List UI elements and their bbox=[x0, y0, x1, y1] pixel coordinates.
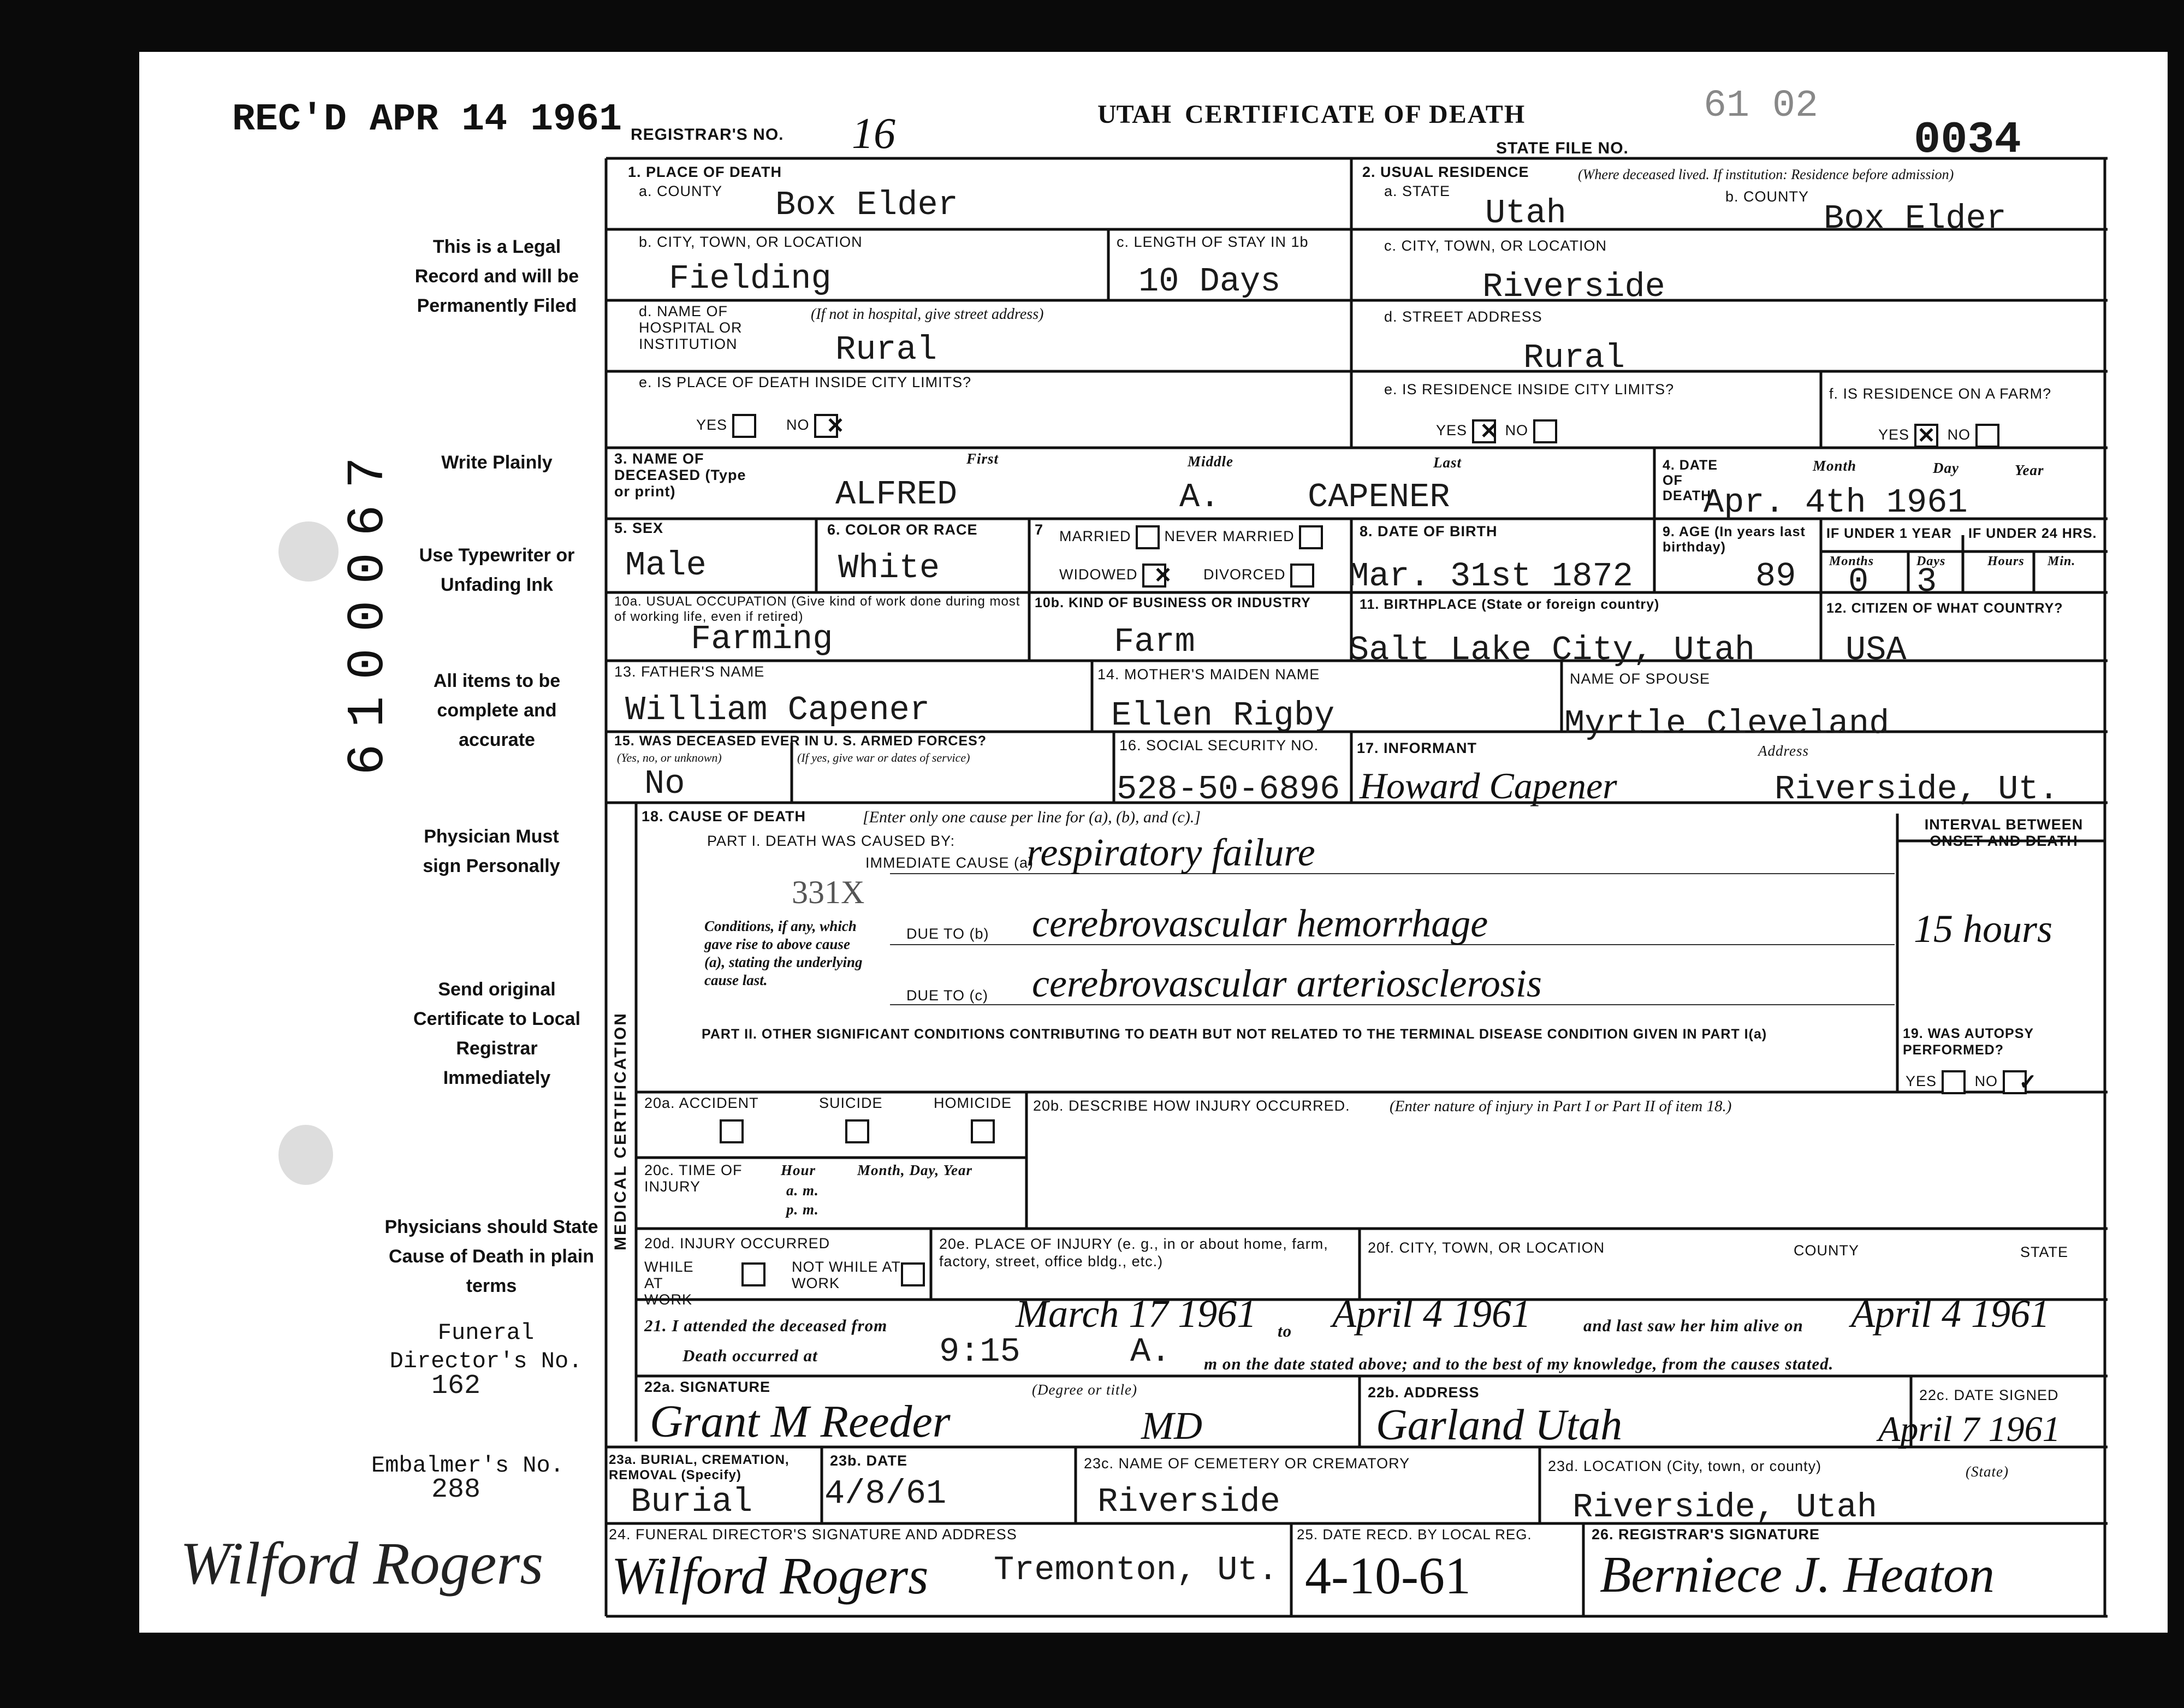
death-inside-no-check-mark: ✕ bbox=[826, 414, 845, 438]
informant-label: 17. INFORMANT bbox=[1357, 740, 1477, 756]
injury-how-label: 20b. DESCRIBE HOW INJURY OCCURRED. bbox=[1033, 1098, 1350, 1114]
yes-label: YES bbox=[1878, 426, 1910, 443]
month-day-year-label: Month, Day, Year bbox=[857, 1162, 973, 1178]
physicians-state-note: Physicians should State Cause of Death in plain terms bbox=[384, 1217, 598, 1296]
citizen-label: 12. CITIZEN OF WHAT COUNTRY? bbox=[1826, 601, 2063, 616]
marital-label: 7 bbox=[1035, 521, 1044, 538]
time-of-injury-label: 20c. TIME OF INJURY bbox=[644, 1162, 743, 1195]
age-label: 9. AGE (In years last birthday) bbox=[1663, 524, 1806, 555]
burial-state-label: (State) bbox=[1966, 1463, 2009, 1480]
residence-county: Box Elder bbox=[1824, 199, 2007, 238]
farm-no-checkbox[interactable] bbox=[1975, 424, 1999, 448]
items-complete-note: All items to be complete and accurate bbox=[433, 671, 561, 750]
state-file-label: STATE FILE NO. bbox=[1496, 139, 1629, 157]
length-of-stay: 10 Days bbox=[1138, 262, 1281, 301]
social-security-number: 528-50-6896 bbox=[1117, 770, 1340, 809]
residence-county-label: b. COUNTY bbox=[1725, 188, 1809, 205]
pm-label: p. m. bbox=[786, 1201, 819, 1218]
father-label: 13. FATHER'S NAME bbox=[614, 663, 765, 680]
death-occurred-rest: m on the date stated above; and to the best of my knowledge, from the causes stated. bbox=[1204, 1354, 1834, 1373]
due-to-c-label: DUE TO (c) bbox=[906, 987, 989, 1004]
inside-limits-label: e. IS PLACE OF DEATH INSIDE CITY LIMITS? bbox=[639, 374, 972, 390]
embalmer-signature: Wilford Rogers bbox=[180, 1530, 544, 1597]
date-signed-label: 22c. DATE SIGNED bbox=[1919, 1387, 2059, 1403]
married-label: MARRIED bbox=[1059, 528, 1131, 545]
due-to-b-label: DUE TO (b) bbox=[906, 926, 989, 942]
months-label: Months bbox=[1829, 554, 1874, 568]
no-label: NO bbox=[786, 417, 810, 434]
received-stamp: REC'D APR 14 1961 bbox=[232, 98, 622, 141]
cause-note: [Enter only one cause per line for (a), (b), and (c).] bbox=[863, 808, 1201, 826]
business: Farm bbox=[1114, 622, 1195, 661]
date-of-birth: Mar. 31st 1872 bbox=[1349, 557, 1633, 596]
residence-city-label: c. CITY, TOWN, OR LOCATION bbox=[1384, 238, 1607, 254]
state-label: a. STATE bbox=[1384, 183, 1451, 199]
autopsy-label: 19. WAS AUTOPSY PERFORMED? bbox=[1903, 1026, 2034, 1058]
injury-state-label: STATE bbox=[2020, 1244, 2069, 1260]
mother-name: Ellen Rigby bbox=[1111, 696, 1335, 735]
month-label: Month bbox=[1813, 458, 1857, 474]
attended-to: April 4 1961 bbox=[1332, 1292, 1532, 1336]
funeral-director-label: Funeral Director's No. bbox=[389, 1320, 583, 1374]
spouse-name: Myrtle Cleveland bbox=[1564, 704, 1890, 743]
not-while-at-work-label: NOT WHILE AT WORK bbox=[792, 1259, 901, 1291]
physician-degree: MD bbox=[1141, 1404, 1202, 1448]
cause-c: cerebrovascular arteriosclerosis bbox=[1032, 962, 1542, 1005]
residence-note: (Where deceased lived. If institution: Residence before admission) bbox=[1578, 167, 1954, 182]
married-checkbox[interactable] bbox=[1136, 525, 1160, 549]
legal-record-note: This is a Legal Record and will be Permanently Filed bbox=[414, 236, 579, 316]
business-label: 10b. KIND OF BUSINESS OR INDUSTRY bbox=[1035, 595, 1311, 610]
last-saw-date: April 4 1961 bbox=[1851, 1292, 2050, 1336]
embalmer-no: 288 bbox=[431, 1474, 481, 1505]
middle-name: A. bbox=[1179, 478, 1220, 517]
age: 89 bbox=[1755, 557, 1796, 596]
place-of-injury-label: 20e. PLACE OF INJURY (e. g., in or about home, farm, factory, street, office bldg., etc.) bbox=[939, 1236, 1328, 1270]
residence-street: Rural bbox=[1523, 339, 1625, 377]
burial-date: 4/8/61 bbox=[824, 1474, 947, 1513]
part-1-label: PART I. DEATH WAS CAUSED BY: bbox=[707, 833, 956, 849]
date-of-death: Apr. 4th 1961 bbox=[1704, 483, 1968, 522]
physician-signature: Grant M Reeder bbox=[650, 1396, 951, 1447]
race: White bbox=[838, 549, 940, 588]
no-label: NO bbox=[1505, 422, 1529, 439]
age-days: 3 bbox=[1916, 562, 1937, 601]
immediate-cause: respiratory failure bbox=[1026, 831, 1315, 874]
burial-location-label: 23d. LOCATION (City, town, or county) bbox=[1548, 1458, 1822, 1474]
while-at-work-checkbox[interactable] bbox=[741, 1262, 765, 1286]
death-county: Box Elder bbox=[775, 186, 958, 224]
time-of-death: 9:15 bbox=[939, 1332, 1020, 1371]
autopsy-no-check-mark: ✓ bbox=[2019, 1070, 2037, 1094]
registrar-no: 16 bbox=[852, 110, 895, 158]
send-original-note: Send original Certificate to Local Registrar Immediately bbox=[413, 979, 581, 1088]
sex: Male bbox=[625, 546, 707, 585]
mother-label: 14. MOTHER'S MAIDEN NAME bbox=[1097, 666, 1320, 683]
armed-forces-label: 15. WAS DECEASED EVER IN U. S. ARMED FORCES? bbox=[614, 733, 987, 749]
injury-occurred-label: 20d. INJURY OCCURRED bbox=[644, 1235, 830, 1252]
armed-sub-label: (Yes, no, or unknown) bbox=[617, 751, 722, 764]
injury-city-label: 20f. CITY, TOWN, OR LOCATION bbox=[1368, 1240, 1605, 1256]
yes-label: YES bbox=[1906, 1073, 1937, 1090]
widowed-label: WIDOWED bbox=[1059, 566, 1138, 583]
residence-city: Riverside bbox=[1482, 268, 1665, 306]
death-occurred-label: Death occurred at bbox=[682, 1346, 818, 1365]
to-label: to bbox=[1278, 1321, 1292, 1341]
date-received: 4-10-61 bbox=[1305, 1546, 1471, 1605]
father-name: William Capener bbox=[625, 691, 930, 730]
residence-inside-label: e. IS RESIDENCE INSIDE CITY LIMITS? bbox=[1384, 381, 1675, 398]
suicide-label: SUICIDE bbox=[819, 1095, 883, 1111]
stay-label: c. LENGTH OF STAY IN 1b bbox=[1117, 234, 1309, 250]
vertical-number: 6100067 bbox=[339, 440, 398, 775]
injury-how-note: (Enter nature of injury in Part I or Part II of item 18.) bbox=[1390, 1098, 1732, 1115]
no-label: NO bbox=[1974, 1073, 1998, 1090]
middle-label: Middle bbox=[1188, 453, 1233, 470]
informant-address: Riverside, Ut. bbox=[1775, 770, 2059, 809]
registrar-signature-label: 26. REGISTRAR'S SIGNATURE bbox=[1592, 1526, 1820, 1543]
cemetery: Riverside bbox=[1097, 1482, 1280, 1521]
not-while-at-work-checkbox[interactable] bbox=[901, 1262, 925, 1286]
date-signed: April 7 1961 bbox=[1878, 1409, 2061, 1449]
min-label: Min. bbox=[2048, 554, 2076, 568]
funeral-director-no: 162 bbox=[431, 1371, 481, 1402]
birthplace: Salt Lake City, Utah bbox=[1349, 631, 1755, 669]
date-recd-label: 25. DATE RECD. BY LOCAL REG. bbox=[1297, 1526, 1532, 1543]
while-at-work-label: WHILE AT WORK bbox=[644, 1259, 694, 1308]
hospital: Rural bbox=[835, 330, 937, 369]
farm-yes-check-mark: ✕ bbox=[1917, 424, 1936, 448]
divorced-checkbox[interactable] bbox=[1290, 564, 1314, 588]
accident-checkbox[interactable] bbox=[720, 1119, 744, 1143]
immediate-cause-label: IMMEDIATE CAUSE (a) bbox=[865, 855, 1034, 871]
armed-forces: No bbox=[644, 764, 685, 803]
interval-label: INTERVAL BETWEEN ONSET AND DEATH bbox=[1924, 816, 2084, 849]
certificate-title: CERTIFICATE OF DEATH bbox=[1185, 100, 1526, 129]
hospital-note: (If not in hospital, give street address) bbox=[811, 306, 1044, 323]
title-state: UTAH bbox=[1097, 100, 1172, 129]
funeral-director-address: Tremonton, Ut. bbox=[994, 1551, 1278, 1590]
physician-sign-note: Physician Must sign Personally bbox=[423, 826, 560, 876]
last-name: CAPENER bbox=[1308, 478, 1450, 517]
street-label: d. STREET ADDRESS bbox=[1384, 309, 1542, 325]
death-inside-yes-checkbox[interactable] bbox=[732, 414, 756, 438]
homicide-label: HOMICIDE bbox=[934, 1095, 1012, 1111]
widowed-check-mark: ✕ bbox=[1154, 564, 1172, 588]
under-24-hrs-label: IF UNDER 24 HRS. bbox=[1968, 526, 2097, 541]
city-label: b. CITY, TOWN, OR LOCATION bbox=[639, 234, 863, 250]
hours-label: Hours bbox=[1987, 554, 2025, 568]
funeral-director-signature: Wilford Rogers bbox=[612, 1546, 929, 1605]
first-label: First bbox=[966, 450, 999, 467]
signature-label: 22a. SIGNATURE bbox=[644, 1379, 771, 1395]
year-label: Year bbox=[2015, 462, 2044, 478]
race-label: 6. COLOR OR RACE bbox=[827, 521, 978, 538]
accident-label: 20a. ACCIDENT bbox=[644, 1095, 759, 1111]
yes-label: YES bbox=[1436, 422, 1468, 439]
suicide-checkbox[interactable] bbox=[845, 1119, 869, 1143]
under-1-year-label: IF UNDER 1 YEAR bbox=[1826, 526, 1952, 541]
write-plainly-note: Write Plainly bbox=[441, 452, 553, 473]
place-of-death-label: 1. PLACE OF DEATH bbox=[628, 164, 782, 180]
spouse-label: NAME OF SPOUSE bbox=[1570, 671, 1711, 687]
never-married-label: NEVER MARRIED bbox=[1164, 528, 1295, 545]
residence-inside-no-checkbox[interactable] bbox=[1533, 419, 1557, 443]
hospital-label: d. NAME OF HOSPITAL OR INSTITUTION bbox=[639, 303, 743, 352]
last-saw-label: and last saw her him alive on bbox=[1583, 1316, 1803, 1335]
physician-address: Garland Utah bbox=[1376, 1401, 1623, 1449]
armed-service-sub-label: (If yes, give war or dates of service) bbox=[797, 751, 970, 764]
state-file-prefix: 61 02 bbox=[1704, 85, 1819, 128]
time-am-pm: A. bbox=[1130, 1332, 1171, 1371]
occupation: Farming bbox=[691, 620, 833, 659]
age-months: 0 bbox=[1848, 562, 1869, 601]
usual-residence-label: 2. USUAL RESIDENCE bbox=[1362, 164, 1529, 180]
burial-label: 23a. BURIAL, CREMATION, REMOVAL (Specify) bbox=[609, 1452, 790, 1482]
cause-of-death-label: 18. CAUSE OF DEATH bbox=[642, 808, 806, 825]
typewriter-note: Use Typewriter or Unfading Ink bbox=[419, 545, 575, 595]
yes-label: YES bbox=[696, 417, 728, 434]
residence-state: Utah bbox=[1485, 194, 1566, 233]
never-married-checkbox[interactable] bbox=[1299, 525, 1323, 549]
no-label: NO bbox=[1947, 426, 1971, 443]
divorced-label: DIVORCED bbox=[1203, 566, 1286, 583]
attended-label: 21. I attended the deceased from bbox=[644, 1316, 888, 1335]
county-label: a. COUNTY bbox=[639, 183, 723, 199]
informant-address-label: Address bbox=[1758, 743, 1809, 759]
homicide-checkbox[interactable] bbox=[971, 1119, 995, 1143]
burial-date-label: 23b. DATE bbox=[830, 1452, 908, 1469]
ssn-label: 16. SOCIAL SECURITY NO. bbox=[1119, 737, 1319, 754]
informant-signature: Howard Capener bbox=[1360, 765, 1617, 806]
autopsy-yes-checkbox[interactable] bbox=[1942, 1070, 1966, 1094]
physician-address-label: 22b. ADDRESS bbox=[1368, 1384, 1480, 1401]
cause-code: 331X bbox=[792, 874, 865, 910]
state-file-number: 0034 bbox=[1914, 115, 2021, 165]
medical-certification-side-label: MEDICAL CERTIFICATION bbox=[612, 1012, 630, 1250]
part-2-label: PART II. OTHER SIGNIFICANT CONDITIONS CONTRIBUTING TO DEATH BUT NOT RELATED TO THE TERMINAL DISEASE CONDITION GIVEN IN PART I(a) bbox=[702, 1027, 1767, 1042]
occupation-label: 10a. USUAL OCCUPATION (Give kind of work done during most of working life, even if retired) bbox=[614, 594, 1020, 624]
burial-location: Riverside, Utah bbox=[1572, 1488, 1878, 1527]
am-label: a. m. bbox=[786, 1182, 819, 1199]
farm-label: f. IS RESIDENCE ON A FARM? bbox=[1829, 386, 2052, 402]
hour-label: Hour bbox=[781, 1162, 816, 1178]
degree-label: (Degree or title) bbox=[1032, 1381, 1137, 1398]
days-label: Days bbox=[1916, 554, 1946, 568]
burial-type: Burial bbox=[631, 1482, 753, 1521]
date-of-death-label: 4. DATE OF DEATH bbox=[1663, 458, 1718, 503]
embalmer-label: Embalmer's No. bbox=[371, 1452, 564, 1479]
funeral-director-sig-label: 24. FUNERAL DIRECTOR'S SIGNATURE AND ADDRESS bbox=[609, 1526, 1017, 1543]
name-label: 3. NAME OF DECEASED (Type or print) bbox=[614, 450, 746, 500]
residence-inside-yes-check-mark: ✕ bbox=[1480, 419, 1498, 443]
last-label: Last bbox=[1433, 454, 1462, 471]
registrar-no-label: REGISTRAR'S NO. bbox=[631, 126, 784, 144]
injury-county-label: COUNTY bbox=[1794, 1242, 1859, 1259]
birthplace-label: 11. BIRTHPLACE (State or foreign country) bbox=[1360, 597, 1660, 612]
first-name: ALFRED bbox=[835, 475, 958, 514]
conditions-label: Conditions, if any, which gave rise to above cause (a), stating the underlying cause last. bbox=[704, 918, 863, 988]
citizenship: USA bbox=[1845, 631, 1907, 669]
registrar-signature: Berniece J. Heaton bbox=[1600, 1546, 1995, 1603]
sex-label: 5. SEX bbox=[614, 520, 664, 536]
interval: 15 hours bbox=[1914, 907, 2053, 951]
day-label: Day bbox=[1933, 460, 1959, 476]
cause-b: cerebrovascular hemorrhage bbox=[1032, 902, 1488, 945]
death-city: Fielding bbox=[669, 259, 832, 298]
attended-from: March 17 1961 bbox=[1016, 1292, 1257, 1336]
cemetery-label: 23c. NAME OF CEMETERY OR CREMATORY bbox=[1084, 1455, 1410, 1472]
dob-label: 8. DATE OF BIRTH bbox=[1360, 523, 1498, 539]
